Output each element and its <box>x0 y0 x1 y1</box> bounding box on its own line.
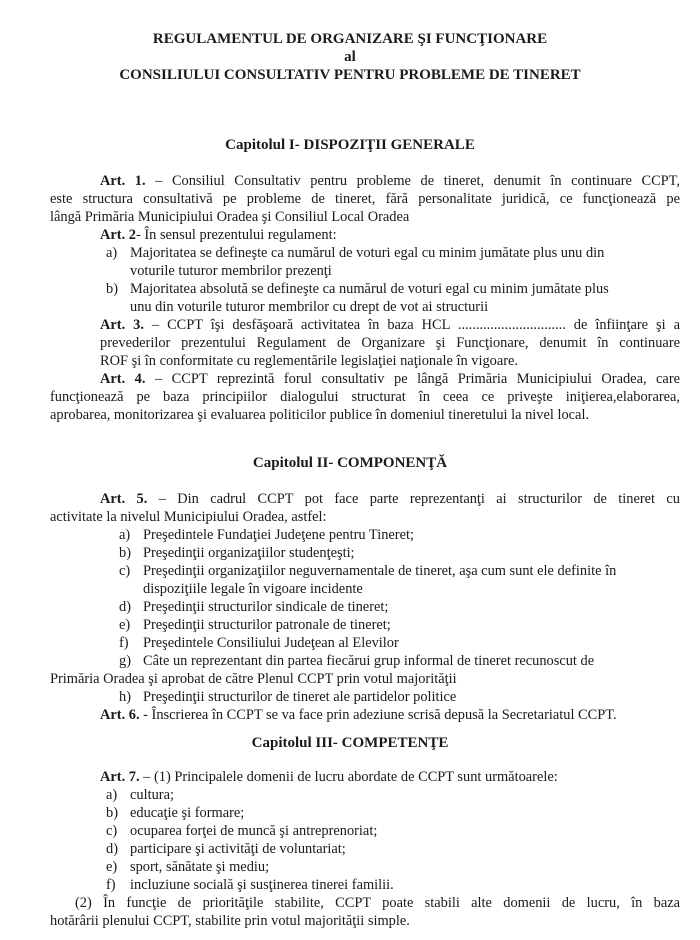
art-7-item-e-text: sport, sănătate şi mediu; <box>130 859 270 875</box>
art-5-text: – Din cadrul CCPT pot face parte reprezentanţi ai structurilor de tineret cu <box>158 491 680 507</box>
art-5-item-c-label: c) <box>119 563 131 579</box>
art-6-line-1 <box>100 706 617 724</box>
art-5-item-a-text: Preşedintele Fundaţiei Judeţene pentru Tineret; <box>143 527 414 543</box>
art-4-line-2: funcţionează pe baza principiilor dialogului structurat în ceea ce priveşte iniţierea,elaborarea, <box>50 389 680 405</box>
art-2-item-a-label: a) <box>106 245 118 261</box>
art-4-line-1 <box>100 370 680 388</box>
art-7-item-e <box>106 858 269 876</box>
art-7-label: Art. 7. <box>100 769 140 785</box>
art-1-text: – Consiliul Consultativ pentru probleme de tineret, denumit în continuare CCPT, <box>155 173 681 189</box>
art-5-label: Art. 5. <box>100 491 148 507</box>
art-5-item-d-text: Preşedinţii structurilor sindicale de tineret; <box>143 599 389 615</box>
art-7-para-2-line-1: (2) În funcţie de priorităţile stabilite, CCPT poate stabili alte domenii de lucru, în baza <box>75 895 680 911</box>
art-2-item-a-cont: voturile tuturor membrilor prezenţi <box>130 263 332 279</box>
art-7-item-f <box>106 876 394 894</box>
art-5-item-h-label: h) <box>119 689 131 705</box>
art-4-line-3: aprobarea, monitorizarea şi evaluarea politicilor publice în domeniul tineretului la nivel local. <box>50 407 590 423</box>
art-3-label: Art. 3. <box>100 317 144 333</box>
art-3-line-2: prevederilor prezentului Regulament de Organizare şi Funcţionare, denumit în continuare <box>100 335 680 351</box>
art-7-text: – (1) Principalele domenii de lucru abordate de CCPT sunt următoarele: <box>143 769 558 785</box>
art-2-text: - În sensul prezentului regulament: <box>135 227 337 243</box>
art-2-label: Art. 2 <box>100 227 136 243</box>
art-5-item-e-label: e) <box>119 617 131 633</box>
art-5-item-h <box>119 688 456 706</box>
art-5-item-g-cont: Primăria Oradea şi aprobat de către Plenul CCPT prin votul majorităţii <box>50 671 457 687</box>
art-5-item-a-label: a) <box>119 527 131 543</box>
art-7-item-c-text: ocuparea forţei de muncă şi antreprenoriat; <box>130 823 378 839</box>
art-2-item-a-text: Majoritatea se defineşte ca numărul de voturi egal cu minim jumătate plus unu din <box>130 245 605 261</box>
art-7-item-f-text: incluziune socială şi susţinerea tinerei familii. <box>130 877 394 893</box>
art-6-text: - Înscrierea în CCPT se va face prin adeziune scrisă depusă la Secretariatul CCPT. <box>143 707 617 723</box>
art-5-item-b <box>119 544 355 562</box>
art-5-item-b-text: Preşedinţii organizaţiilor studenţeşti; <box>143 545 355 561</box>
document-title-line-3: CONSILIULUI CONSULTATIV PENTRU PROBLEME DE TINERET <box>119 67 581 83</box>
art-7-item-a <box>106 786 174 804</box>
art-7-item-d-label: d) <box>106 841 118 857</box>
art-5-item-c-cont: dispoziţiile legale în vigoare incidente <box>143 581 363 597</box>
art-5-item-c-text: Preşedinţii organizaţiilor neguvernamentale de tineret, aşa cum sunt ele definite în <box>143 563 617 579</box>
art-2-item-b-label: b) <box>106 281 118 297</box>
art-5-item-g-text: Câte un reprezentant din partea fiecărui grup informal de tineret recunoscut de <box>143 653 595 669</box>
art-2-item-a <box>106 244 680 262</box>
art-2-item-b <box>106 280 680 298</box>
art-7-item-f-label: f) <box>106 877 116 893</box>
art-1-line-1 <box>100 172 680 190</box>
chapter-2-heading: Capitolul II- COMPONENŢĂ <box>252 455 448 471</box>
art-2-item-b-text: Majoritatea absolută se defineşte ca numărul de voturi egal cu minim jumătate plus <box>130 281 609 297</box>
art-5-item-d <box>119 598 388 616</box>
art-5-item-f <box>119 634 399 652</box>
art-5-item-d-label: d) <box>119 599 131 615</box>
art-1-label: Art. 1. <box>100 173 146 189</box>
art-3-line-3: ROF şi în conformitate cu reglementările legislaţiei naţionale în vigoare. <box>100 353 518 369</box>
art-7-item-b-text: educaţie şi formare; <box>130 805 245 821</box>
document-title-line-2: al <box>344 49 356 65</box>
art-2-item-b-cont: unu din voturile tuturor membrilor cu drept de vot ai structurii <box>130 299 489 315</box>
chapter-1-heading: Capitolul I- DISPOZIŢII GENERALE <box>225 137 475 153</box>
art-7-item-a-label: a) <box>106 787 118 803</box>
art-5-item-g-label: g) <box>119 653 131 669</box>
art-1-line-2: este structura consultativă pe probleme de tineret, fără personalitate juridică, ce funcţionează pe <box>50 191 680 207</box>
art-5-item-e <box>119 616 391 634</box>
art-7-item-b <box>106 804 244 822</box>
art-7-para-2-line-2: hotărârii plenului CCPT, stabilite prin votul majorităţii simple. <box>50 913 410 929</box>
art-2-line-1 <box>100 226 337 244</box>
art-5-line-2: activitate la nivelul Municipiului Oradea, astfel: <box>50 509 327 525</box>
art-4-label: Art. 4. <box>100 371 146 387</box>
art-7-line-1 <box>100 768 558 786</box>
art-7-item-b-label: b) <box>106 805 118 821</box>
art-3-text: – CCPT îşi desfăşoară activitatea în baza HCL .............................. de înfiinţare şi a <box>151 317 680 333</box>
art-3-line-1 <box>100 316 680 334</box>
art-5-item-f-text: Preşedintele Consiliului Judeţean al Elevilor <box>143 635 399 651</box>
art-5-item-h-text: Preşedinţii structurilor de tineret ale partidelor politice <box>143 689 457 705</box>
art-5-item-b-label: b) <box>119 545 131 561</box>
art-7-item-c-label: c) <box>106 823 118 839</box>
art-7-item-d-text: participare şi activităţi de voluntariat; <box>130 841 346 857</box>
art-5-item-e-text: Preşedinţii structurilor patronale de tineret; <box>143 617 391 633</box>
art-7-item-a-text: cultura; <box>130 787 174 803</box>
chapter-3-heading: Capitolul III- COMPETENŢE <box>251 735 449 751</box>
art-5-item-c <box>119 562 616 580</box>
art-1-line-3: lângă Primăria Municipiului Oradea şi Consiliul Local Oradea <box>50 209 410 225</box>
document-title-line-1: REGULAMENTUL DE ORGANIZARE ŞI FUNCŢIONARE <box>152 31 548 47</box>
art-4-text: – CCPT reprezintă forul consultativ pe lângă Primăria Municipiului Oradea, care <box>154 371 681 387</box>
art-7-item-d <box>106 840 346 858</box>
art-5-line-1 <box>100 490 680 508</box>
art-5-item-f-label: f) <box>119 635 129 651</box>
art-5-item-g <box>119 652 594 670</box>
art-7-item-e-label: e) <box>106 859 118 875</box>
art-7-item-c <box>106 822 377 840</box>
art-6-label: Art. 6. <box>100 707 140 723</box>
art-5-item-a <box>119 526 414 544</box>
